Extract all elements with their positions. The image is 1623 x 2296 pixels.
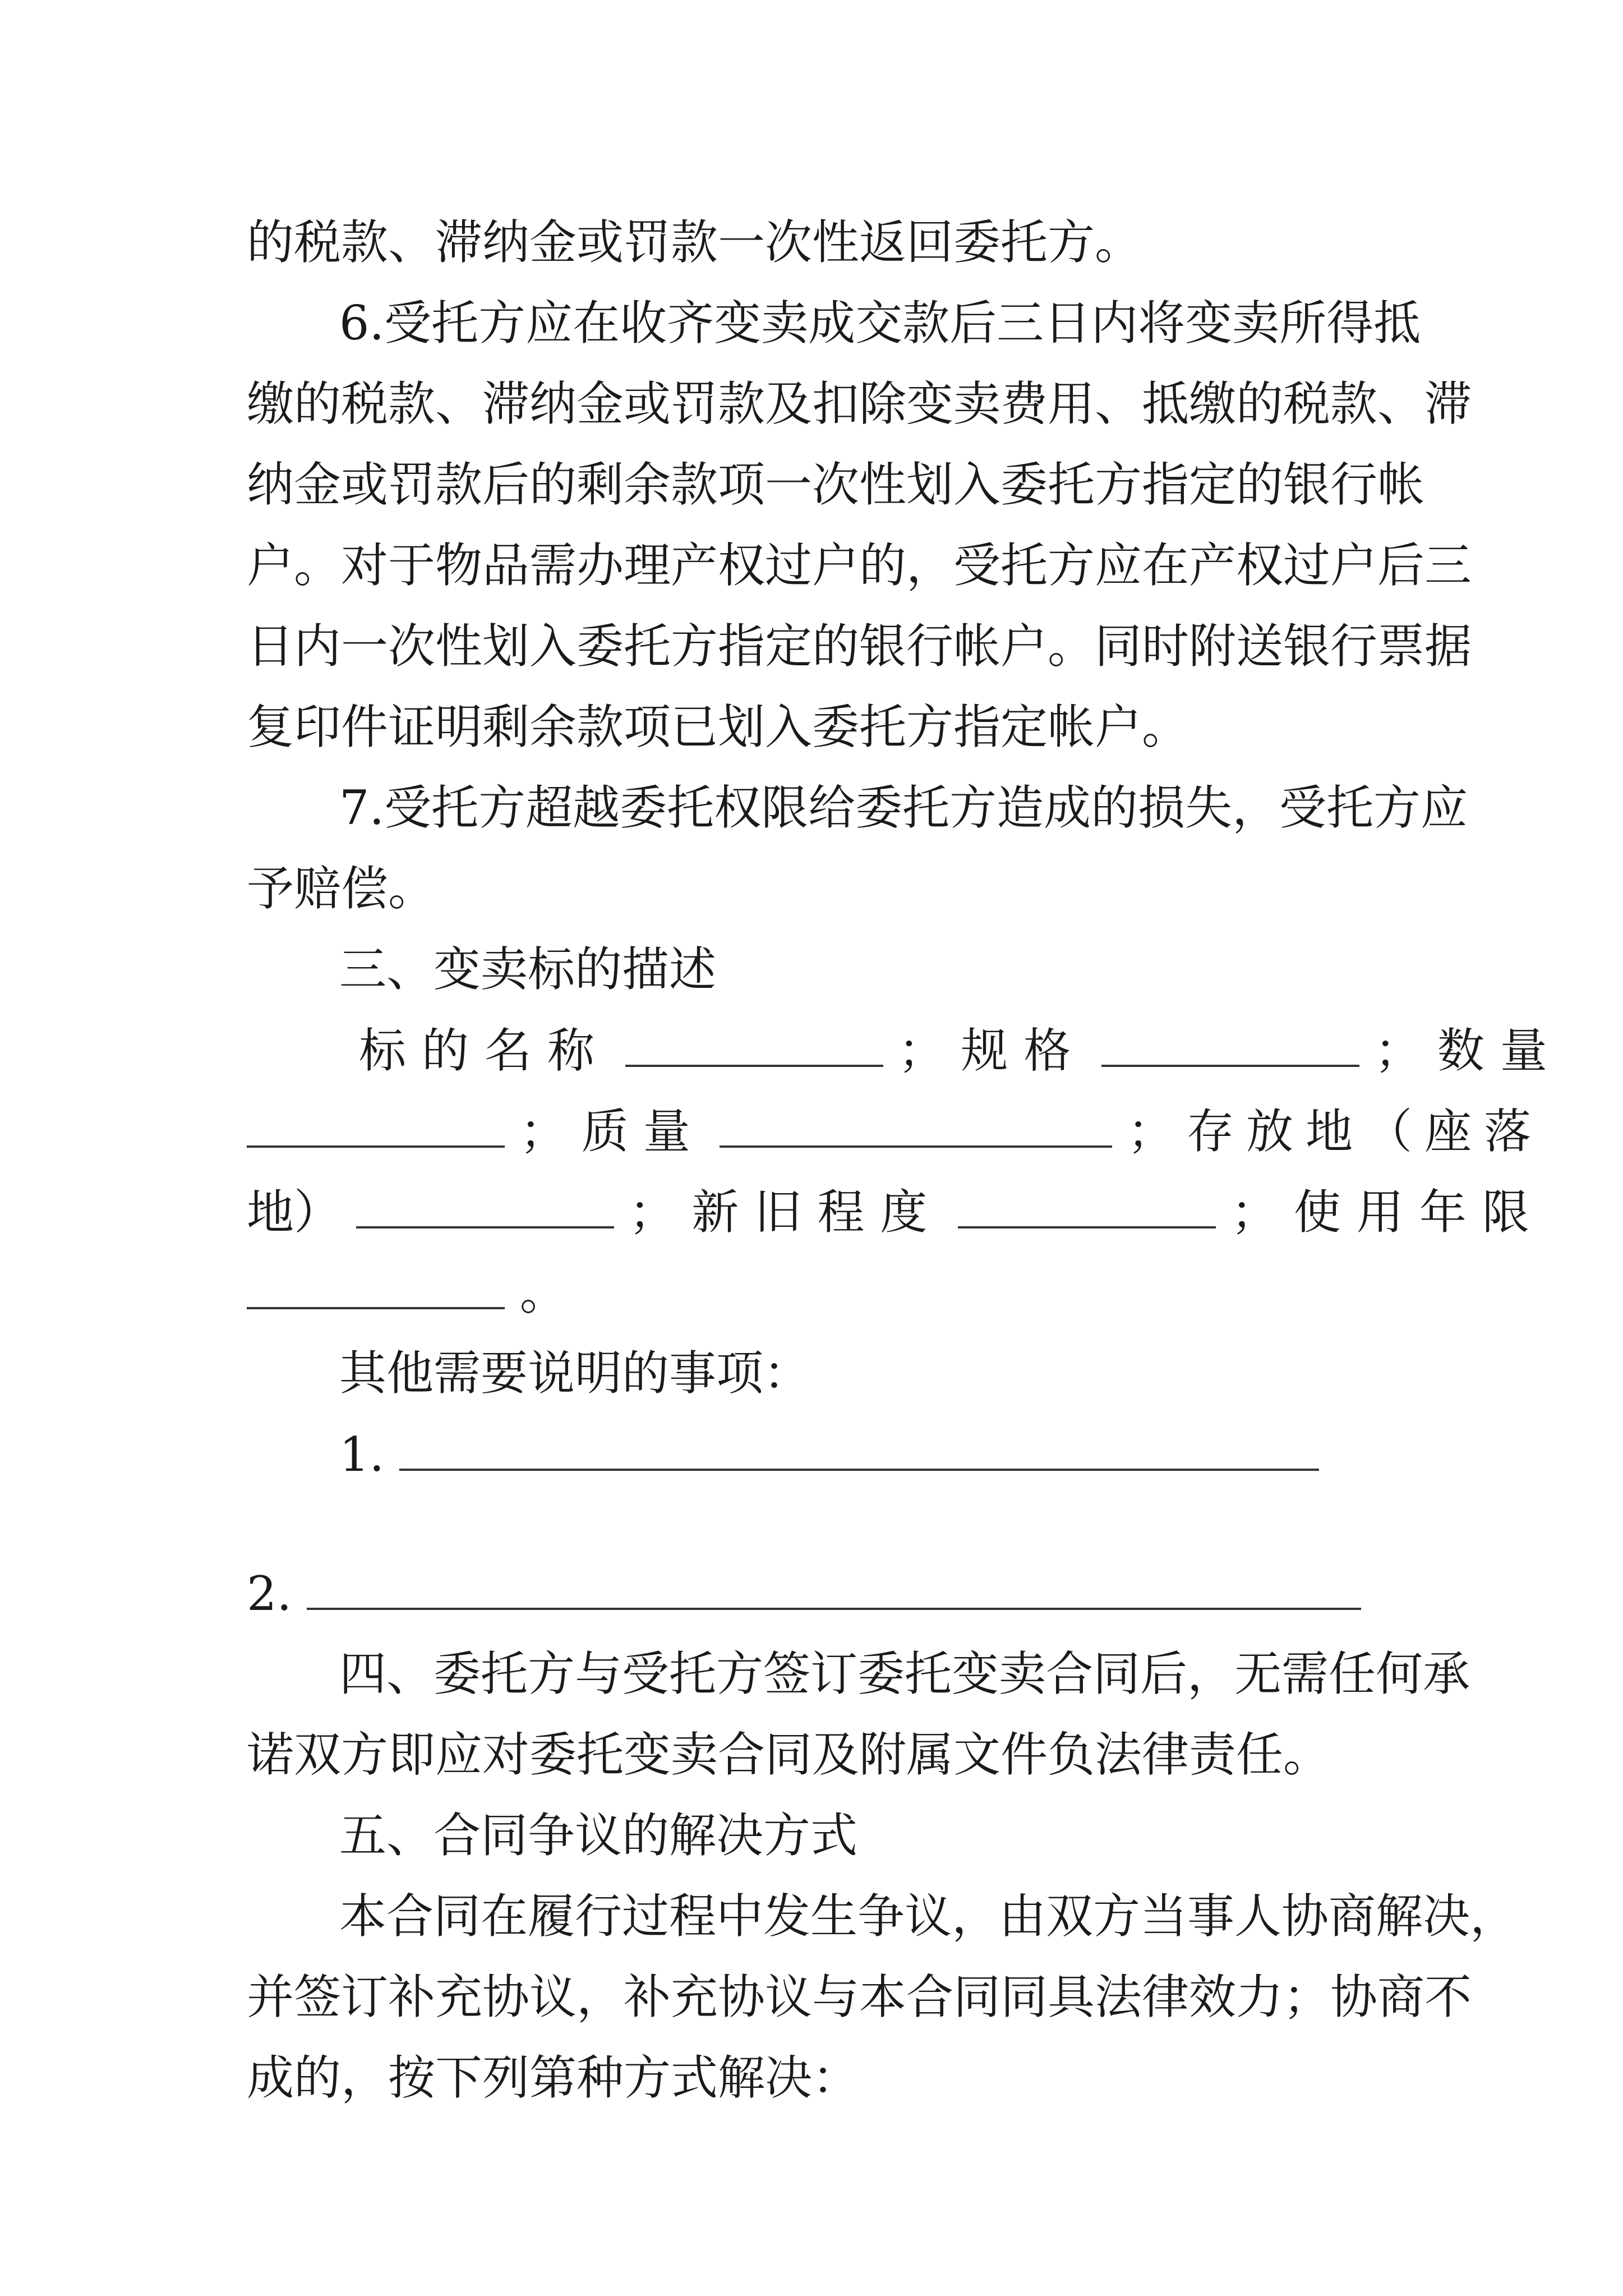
field-row-1 [359,1022,1563,1078]
clause-7-line: 7.受托方超越委托权限给委托方造成的损失，受托方应 [339,780,1468,835]
field-label-qty: ；数量 [1374,1023,1563,1078]
item-1-blank[interactable] [399,1426,1319,1471]
item-2-blank[interactable] [307,1565,1361,1610]
paragraph-line: 纳金或罚款后的剩余款项一次性划入委托方指定的银行帐 [247,457,1425,512]
paragraph-line: 日内一次性划入委托方指定的银行帐户。同时附送银行票据 [247,619,1472,674]
spec-blank[interactable] [1101,1022,1359,1067]
section-5-heading: 五、合同争议的解决方式 [339,1808,858,1863]
field-label-name: 标的名称 [359,1023,611,1078]
clause-6-line: 6.受托方应在收齐变卖成交款后三日内将变卖所得抵 [339,296,1421,351]
field-label-location-end: 地） [247,1185,342,1240]
condition-blank[interactable] [958,1184,1216,1228]
paragraph-line: 复印件证明剩余款项已划入委托方指定帐户。 [247,700,1189,754]
other-item-2 [247,1565,1391,1621]
qty-blank[interactable] [247,1103,505,1148]
field-label-condition: ；新旧程度 [629,1185,943,1240]
other-heading: 其他需要说明的事项： [339,1346,811,1401]
field-period: 。 [519,1266,567,1320]
paragraph-line: 的税款、滞纳金或罚款一次性返回委托方。 [247,215,1142,270]
field-label-years: ；使用年限 [1230,1185,1545,1240]
section-5-line: 成的，按下列第种方式解决： [247,2050,860,2105]
section-5-line: 并签订补充协议，补充协议与本合同同具法律效力；协商不 [247,1970,1472,2024]
paragraph-line: 户。对于物品需办理产权过户的，受托方应在产权过户后三 [247,538,1472,593]
section-4-line: 诺双方即应对委托变卖合同及附属文件负法律责任。 [247,1727,1331,1782]
field-label-quality: ；质量 [519,1104,705,1159]
quality-blank[interactable] [720,1103,1112,1148]
paragraph-line: 缴的税款、滞纳金或罚款及扣除变卖费用、抵缴的税款、滞 [247,376,1472,431]
location-blank[interactable] [356,1184,614,1228]
field-label-spec: ；规格 [898,1023,1087,1078]
section-3-heading: 三、变卖标的描述 [339,942,717,997]
field-row-3 [247,1184,1545,1240]
years-blank[interactable] [247,1264,505,1309]
section-5-line: 本合同在履行过程中发生争议，由双方当事人协商解决， [339,1889,1518,1944]
section-4-line: 四、委托方与受托方签订委托变卖合同后，无需任何承 [339,1646,1470,1701]
other-item-1 [339,1426,1391,1482]
field-row-4 [247,1264,1391,1320]
item-1-number: 1. [339,1427,385,1482]
item-2-number: 2. [247,1566,292,1621]
name-blank[interactable] [625,1022,883,1067]
field-label-location: ；存放地（座落 [1127,1104,1544,1159]
paragraph-line: 予赔偿。 [247,861,436,916]
field-row-2 [247,1103,1544,1159]
